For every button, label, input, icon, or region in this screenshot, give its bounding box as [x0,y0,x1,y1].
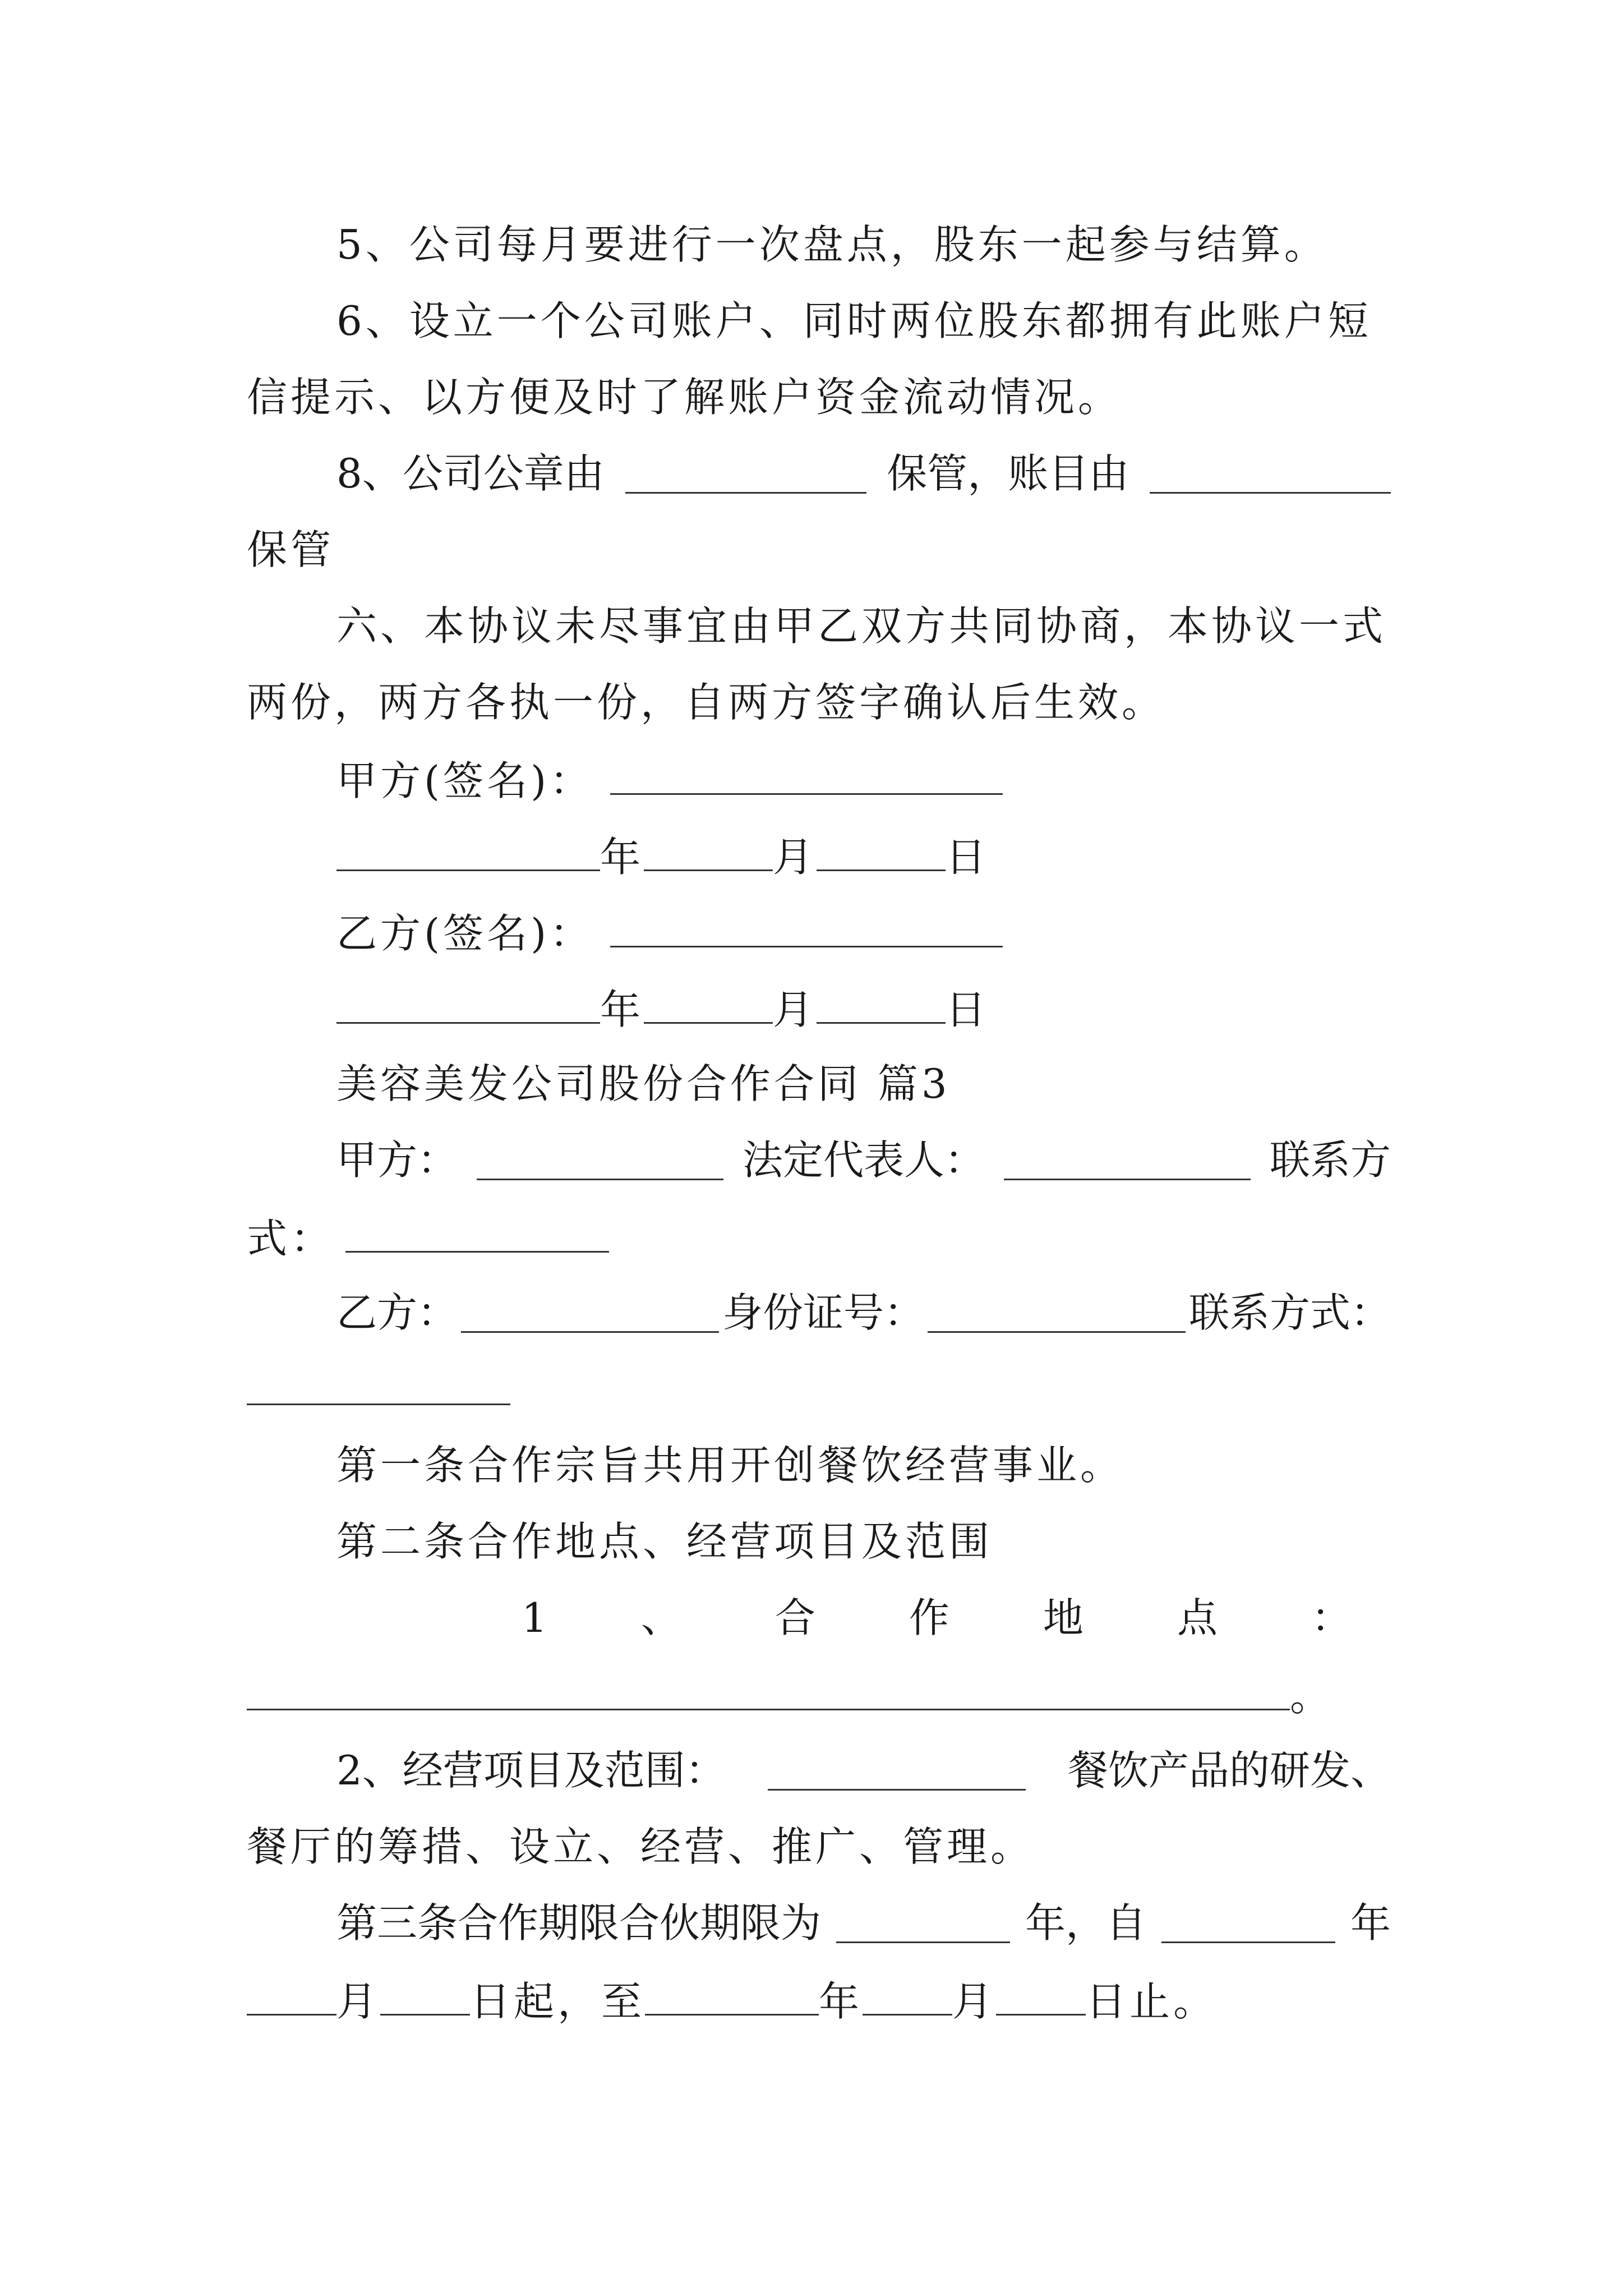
year-label: 年 [600,834,644,881]
location-blank[interactable] [247,1674,1290,1710]
party-b-year-blank[interactable] [336,987,600,1024]
end-year-blank[interactable] [645,1979,819,2016]
article-3-text-g: 月 [952,1978,997,2025]
clause-six-line-1: 六、本协议未尽事宜由甲乙双方共同协商，本协议一式 [336,602,1387,650]
article-3-text-d: 月 [336,1978,381,2025]
location-blank-row [247,1673,1391,1720]
location-char: ： [1311,1594,1352,1641]
party-a-day-blank[interactable] [817,835,946,871]
business-scope-line-2: 餐厅的筹措、设立、经营、推广、管理。 [247,1823,1035,1870]
seal-keeper-blank[interactable] [625,457,866,494]
article-3-text-h: 日止。 [1086,1978,1218,2025]
business-scope-text: 餐饮产品的研发、 [1067,1747,1391,1794]
party-b-contact-row [247,1369,1391,1411]
location-char: 地 [1043,1594,1083,1641]
article-3-text-b: 年，自 [1025,1899,1146,1947]
party-a-contact-blank[interactable] [345,1216,609,1253]
clause-6-line-1: 6、设立一个公司账户、同时两位股东都拥有此账户短 [336,297,1372,344]
location-end: 。 [1290,1673,1334,1720]
party-a-name-blank[interactable] [477,1144,723,1180]
party-a-rep-blank[interactable] [1004,1144,1251,1180]
party-b-info-row [336,1289,1391,1336]
party-b-signature-blank[interactable] [610,911,1003,947]
article-2: 第二条合作地点、经营项目及范围 [336,1518,993,1565]
clause-8-text-a: 8、公司公章由 [336,450,605,497]
party-a-contact-label-2: 式： [247,1215,335,1262]
end-day-blank[interactable] [996,1979,1086,2016]
location-char: 作 [909,1594,949,1641]
month-label: 月 [773,834,817,881]
business-scope-row [336,1747,1391,1794]
term-years-blank[interactable] [836,1907,1010,1943]
article-3-text-f: 年 [819,1978,863,2025]
party-b-signature-row [336,910,1391,957]
accounts-keeper-blank[interactable] [1150,457,1391,494]
party-b-month-blank[interactable] [644,987,773,1024]
party-a-label: 甲方： [336,1137,458,1184]
start-month-blank[interactable] [247,1979,336,2016]
party-b-day-blank[interactable] [817,987,946,1024]
location-char: 1 [522,1594,547,1641]
party-b-contact-label: 联系方式： [1188,1289,1391,1336]
party-a-signature-label: 甲方(签名)： [336,757,594,804]
party-b-date-row [336,986,1391,1033]
party-a-signature-blank[interactable] [610,758,1003,795]
location-char: 点 [1177,1594,1218,1641]
location-char: 、 [640,1594,681,1641]
party-a-rep-label: 法定代表人： [742,1137,985,1184]
party-a-contact-label: 联系方 [1269,1137,1391,1184]
day-label: 日 [946,986,990,1033]
business-scope-label: 2、经营项目及范围： [336,1747,726,1794]
party-b-signature-label: 乙方(签名)： [336,910,594,957]
clause-6-line-2: 信提示、以方便及时了解账户资金流动情况。 [247,374,1122,421]
location-char: 合 [774,1594,815,1641]
location-line [522,1594,1352,1641]
clause-8-text-b: 保管，账目由 [887,450,1129,497]
start-day-blank[interactable] [380,1979,470,2016]
party-b-label: 乙方： [336,1289,458,1336]
section-title: 美容美发公司股份合作合同 篇3 [336,1060,951,1107]
party-a-info-row [336,1137,1391,1184]
party-a-date-row [336,834,1391,881]
clause-5: 5、公司每月要进行一次盘点，股东一起参与结算。 [336,221,1328,268]
party-b-id-blank[interactable] [928,1296,1186,1333]
clause-8-line-1 [336,450,1391,497]
article-3-text-a: 第三条合作期限合伙期限为 [336,1899,822,1947]
article-3-text-c: 年 [1350,1899,1391,1947]
year-label: 年 [600,986,644,1033]
start-year-blank[interactable] [1161,1907,1335,1943]
month-label: 月 [773,986,817,1033]
day-label: 日 [946,834,990,881]
article-3-line-1 [336,1899,1391,1947]
article-3-text-e: 日起，至 [470,1978,645,2025]
clause-six-line-2: 两份，两方各执一份，自两方签字确认后生效。 [247,679,1166,726]
clause-8-line-2: 保管 [247,526,335,573]
article-3-line-2 [247,1978,1391,2025]
party-a-month-blank[interactable] [644,835,773,871]
party-b-id-label: 身份证号： [722,1289,924,1336]
party-a-signature-row [336,757,1391,804]
end-month-blank[interactable] [863,1979,952,2016]
party-b-name-blank[interactable] [461,1296,719,1333]
party-a-contact-row [247,1215,1391,1262]
article-1: 第一条合作宗旨共用开创餐饮经营事业。 [336,1442,1124,1489]
party-a-year-blank[interactable] [336,835,600,871]
business-scope-blank[interactable] [768,1754,1026,1791]
party-b-contact-blank[interactable] [247,1369,510,1405]
